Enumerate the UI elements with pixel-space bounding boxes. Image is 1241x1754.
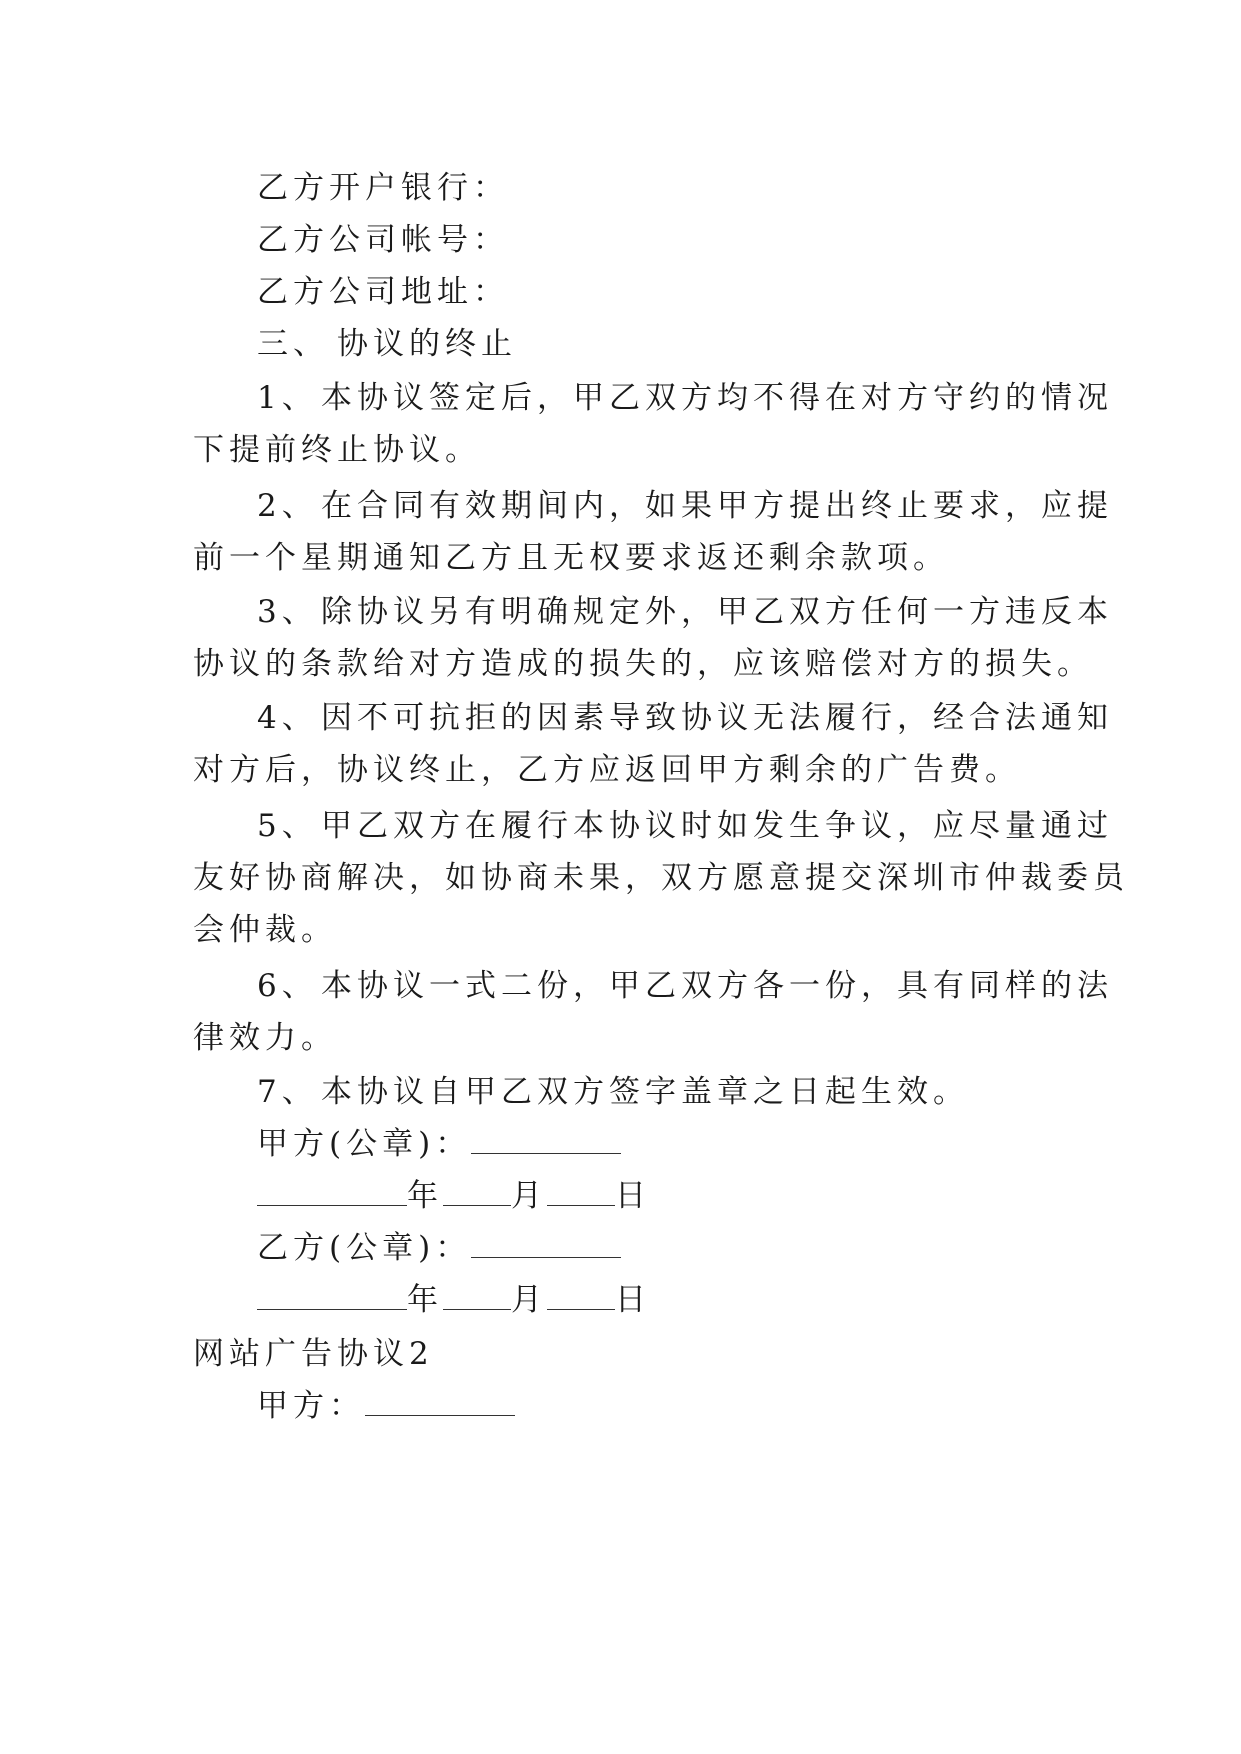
next-party-a-label: 甲方：: [257, 1388, 365, 1424]
clause-6-line-2: 律效力。: [193, 1020, 337, 1056]
clause-1-line-2: 下提前终止协议。: [193, 432, 481, 468]
party-a-seal-blank[interactable]: [471, 1125, 621, 1154]
clause-5-line-2: 友好协商解决，如协商未果，双方愿意提交深圳市仲裁委员: [193, 860, 1129, 896]
clause-number: 2、: [257, 488, 318, 524]
clause-4-line-2: 对方后，协议终止，乙方应返回甲方剩余的广告费。: [193, 752, 1021, 788]
clause-text: 本协议自甲乙双方签字盖章之日起生效。: [321, 1074, 969, 1110]
next-party-a-line: [257, 1386, 1117, 1426]
clause-number: 1、: [257, 380, 318, 416]
bank-label: 乙方开户银行：: [257, 170, 509, 206]
clause-number: 5、: [257, 808, 318, 844]
day-blank[interactable]: [547, 1177, 615, 1206]
party-b-seal-blank[interactable]: [471, 1229, 621, 1258]
clause-text: 本协议签定后，甲乙双方均不得在对方守约的情况: [321, 380, 1113, 416]
month-label: 月: [511, 1178, 547, 1214]
clause-3-line-1: [257, 592, 1117, 632]
clause-number: 6、: [257, 968, 318, 1004]
clause-4-line-1: [257, 698, 1117, 738]
clause-6-line-1: [257, 966, 1117, 1006]
clause-5-line-1: [257, 806, 1117, 846]
party-a-seal-label: 甲方(公章)：: [257, 1126, 472, 1162]
party-a-seal-line: [257, 1124, 1117, 1164]
section-heading: [257, 324, 1117, 364]
clause-text: 除协议另有明确规定外，甲乙双方任何一方违反本: [321, 594, 1113, 630]
clause-number: 7、: [257, 1074, 318, 1110]
month-blank[interactable]: [443, 1281, 511, 1310]
party-b-date-line: [257, 1280, 1117, 1320]
clause-7-line-1: [257, 1072, 1117, 1112]
section-number: 三、: [257, 326, 329, 362]
next-document-title: 网站广告协议2: [193, 1336, 434, 1372]
day-label: 日: [615, 1282, 651, 1318]
address-label: 乙方公司地址：: [257, 274, 509, 310]
clause-text: 在合同有效期间内，如果甲方提出终止要求，应提: [321, 488, 1113, 524]
party-b-seal-label: 乙方(公章)：: [257, 1230, 472, 1266]
day-blank[interactable]: [547, 1281, 615, 1310]
clause-text: 本协议一式二份，甲乙双方各一份，具有同样的法: [321, 968, 1113, 1004]
clause-number: 3、: [257, 594, 318, 630]
clause-2-line-2: 前一个星期通知乙方且无权要求返还剩余款项。: [193, 540, 949, 576]
clause-text: 因不可抗拒的因素导致协议无法履行，经合法通知: [321, 700, 1113, 736]
year-label: 年: [407, 1178, 443, 1214]
month-blank[interactable]: [443, 1177, 511, 1206]
section-title: 协议的终止: [337, 326, 517, 362]
year-label: 年: [407, 1282, 443, 1318]
day-label: 日: [615, 1178, 651, 1214]
year-blank[interactable]: [257, 1281, 407, 1310]
account-label: 乙方公司帐号：: [257, 222, 509, 258]
clause-2-line-1: [257, 486, 1117, 526]
clause-number: 4、: [257, 700, 318, 736]
month-label: 月: [511, 1282, 547, 1318]
party-b-seal-line: [257, 1228, 1117, 1268]
clause-text: 甲乙双方在履行本协议时如发生争议，应尽量通过: [321, 808, 1113, 844]
next-party-a-blank[interactable]: [365, 1387, 515, 1416]
year-blank[interactable]: [257, 1177, 407, 1206]
clause-3-line-2: 协议的条款给对方造成的损失的，应该赔偿对方的损失。: [193, 646, 1093, 682]
clause-5-line-3: 会仲裁。: [193, 912, 337, 948]
clause-1-line-1: [257, 378, 1117, 418]
party-a-date-line: [257, 1176, 1117, 1216]
